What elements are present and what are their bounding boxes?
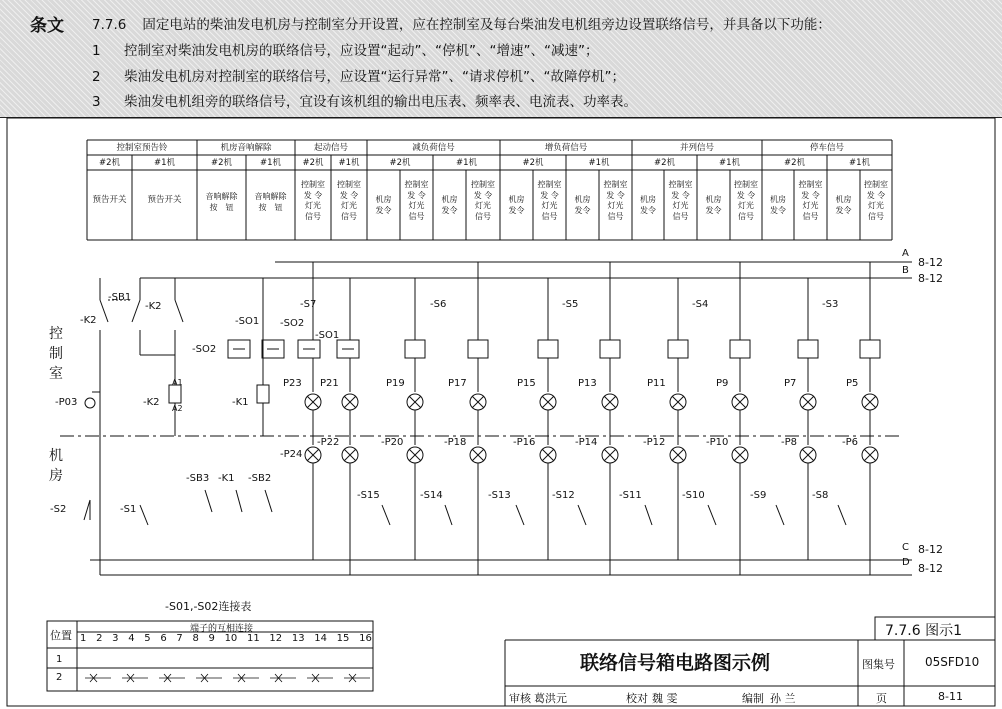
unit-label: #2机 [302,158,324,168]
bus-lines [90,262,912,575]
switch-s2: -S2 [50,504,67,515]
lamp-p7: P7 [784,378,797,389]
relay-k2-contact: -K2 [80,315,97,326]
switch-s11: -S11 [619,490,642,501]
button-sb2: -SB2 [248,473,272,484]
lamp-columns [305,262,880,575]
group-header: 机房音响解除 [220,143,272,153]
bus-ref-a: 8-12 [918,256,943,269]
light-signal-cell: 控制室 发 令 灯光 信号 [734,180,758,221]
group-header: 控制室预告铃 [116,143,168,153]
terminal-number: 10 [224,633,238,644]
unit-label: #2机 [98,158,121,168]
clause-item-number: 3 [92,94,101,110]
lamp-p22: -P22 [317,437,340,448]
design-name: 孙 兰 [770,692,796,705]
light-signal-cell: 控制室 发 令 灯光 信号 [864,180,888,221]
lamp-p14: -P14 [575,437,598,448]
lamp-p17: P17 [448,378,467,389]
lamp-p20: -P20 [381,437,404,448]
review-name: 葛洪元 [534,692,567,705]
group-header: 并列信号 [679,143,714,153]
connection-table-title: -S01,-S02连接表 [165,600,252,613]
machine-cmd-cell: 机房 发令 [375,195,392,215]
unit-label: #2机 [522,158,544,168]
machine-cmd-cell: 机房 发令 [705,195,722,215]
switch-so2-b: -SO2 [280,318,305,329]
terminal-number: 7 [176,633,183,644]
reset-button-cell: 音响解除 按 钮 [254,192,287,212]
lamp-p15: P15 [517,378,536,389]
light-signal-cell: 控制室 发 令 灯光 信号 [301,180,325,221]
coil-terminal-a2: A2 [172,404,183,413]
terminal-number: 5 [144,633,151,644]
drawing-title: 联络信号箱电路图示例 [580,652,771,674]
terminal-number: 15 [336,633,350,644]
group-header: 减负荷信号 [412,143,455,153]
terminal-number: 1 [80,633,87,644]
relay-k2-coil: -K2 [143,397,160,408]
terminal-number: 11 [246,633,260,644]
relay-k1-coil: -K1 [232,397,249,408]
unit-label: #1机 [259,158,282,168]
page-label: 页 [876,692,887,705]
machine-room-switches [84,490,846,525]
switch-so2: -SO2 [192,344,217,355]
relay-k1-contact: -K1 [218,473,235,484]
atlas-number: 05SFD10 [925,655,980,669]
machine-cmd-cell: 机房 发令 [640,195,656,215]
clause-item-text: 柴油发电机组旁的联络信号，宜设有该机组的输出电压表、频率表、电流表、功率表。 [124,94,637,110]
group-header: 增负荷信号 [544,143,588,153]
bus-label-c: C [902,542,909,553]
terminal-number: 14 [314,633,327,644]
reset-button-cell: 音响解除 按 钮 [205,192,238,212]
clause-item-text: 控制室对柴油发电机房的联络信号，应设置“起动”、“停机”、“增速”、“减速”； [124,43,599,59]
machine-room-label: 机房 [49,448,63,484]
bell-p03: -P03 [55,397,78,408]
position-row-2: 2 [56,672,63,683]
light-signal-cell: 控制室 发 令 灯光 信号 [471,180,495,221]
atlas-label: 图集号 [862,658,895,671]
clause-item-number: 1 [92,43,101,59]
switch-s10: -S10 [682,490,705,501]
review-label: 审核 [509,692,531,705]
preset-switch-cell: 预告开关 [147,195,182,205]
lamp-p13: P13 [578,378,597,389]
switch-so1-b: -SO1 [315,330,340,341]
terminal-number: 4 [128,633,135,644]
clause-item-number: 2 [92,69,101,85]
lamp-p19: P19 [386,378,405,389]
clause-text: 固定电站的柴油发电机房与控制室分开设置，应在控制室及每台柴油发电机组旁边设置联络信号，并具备以下功能： [142,17,831,33]
machine-cmd-cell: 机房 发令 [441,195,458,215]
unit-label: #2机 [210,158,233,168]
terminal-number: 9 [208,633,215,644]
unit-label: #1机 [455,158,478,168]
coil-terminal-a1: A1 [172,378,183,387]
terminal-number: 12 [269,633,283,644]
unit-label: #1机 [588,158,610,168]
light-signal-cell: 控制室 发 令 灯光 信号 [337,180,361,221]
switch-s3: -S3 [822,299,839,310]
light-signal-cell: 控制室 发 令 灯光 信号 [798,180,823,221]
clause-item-text: 柴油发电机房对控制室的联络信号，应设置“运行异常”、“请求停机”、“故障停机”； [124,69,625,85]
unit-label: #1机 [153,158,176,168]
terminal-number: 13 [291,633,305,644]
switch-so1: -SO1 [235,316,260,327]
switch-s1: -S1 [120,504,137,515]
lamp-p5: P5 [846,378,859,389]
lamp-p23: P23 [283,378,302,389]
terminal-header: 端子的互相连接 [190,624,254,634]
unit-label: #2机 [389,158,411,168]
bus-ref-b: 8-12 [918,272,943,285]
machine-cmd-cell: 机房 发令 [508,195,525,215]
lamp-p9: P9 [716,378,729,389]
terminal-number: 8 [192,633,199,644]
lamp-p12: -P12 [643,437,666,448]
terminal-numbers [80,633,372,644]
machine-cmd-cell: 机房 发令 [835,195,852,215]
light-signal-cell: 控制室 发 令 灯光 信号 [668,180,693,221]
lamp-p21: P21 [320,378,339,389]
position-header: 位置 [50,629,72,642]
switch-s4: -S4 [692,299,709,310]
figure-reference: 7.7.6 图示1 [885,623,962,639]
relay-k2-contact-b: -K2 [145,301,162,312]
group-header: 停车信号 [809,143,844,153]
unit-label: #1机 [338,158,360,168]
terminal-number: 3 [112,633,119,644]
switch-s13: -S13 [488,490,511,501]
lamp-p11: P11 [647,378,666,389]
unit-label: #1机 [718,158,741,168]
switch-s9: -S9 [750,490,767,501]
check-label: 校对 [626,692,648,705]
terminal-number: 6 [160,633,167,644]
bus-label-a: A [902,248,909,259]
lamp-p8: -P8 [781,437,798,448]
control-circuit [85,278,359,575]
page-number: 8-11 [938,690,963,703]
terminal-number: 2 [96,633,103,644]
control-room-label: 控制室 [49,326,63,382]
check-name: 魏 雯 [652,692,678,705]
lamp-p18: -P18 [444,437,467,448]
lamp-p16: -P16 [513,437,536,448]
switch-s5: -S5 [562,299,579,310]
lamp-p24: -P24 [280,449,303,460]
bus-label-d: D [902,557,910,568]
clause-label: 条文 [30,16,64,36]
light-signal-cell: 控制室 发 令 灯光 信号 [603,180,628,221]
machine-cmd-cell: 机房 发令 [770,195,786,215]
preset-switch-cell: 预告开关 [92,195,127,205]
lamp-p10: -P10 [706,437,729,448]
switch-s6: -S6 [430,299,447,310]
lamp-p6: -P6 [842,437,859,448]
switch-s12: -S12 [552,490,575,501]
bus-ref-c: 8-12 [918,543,943,556]
unit-label: #2机 [783,158,806,168]
switch-s7: -S7 [300,299,317,310]
machine-cmd-cell: 机房 发令 [574,195,591,215]
button-sb3: -SB3 [186,473,210,484]
button-sb1: -SB1 [108,292,132,303]
switch-s14: -S14 [420,490,443,501]
bus-label-b: B [902,265,909,276]
position-row-1: 1 [56,654,63,665]
light-signal-cell: 控制室 发 令 灯光 信号 [537,180,562,221]
light-signal-cell: 控制室 发 令 灯光 信号 [404,180,429,221]
clause-number: 7.7.6 [92,17,127,33]
terminal-number: 16 [359,633,372,644]
group-header: 起动信号 [313,143,348,153]
unit-label: #1机 [848,158,871,168]
switch-s15: -S15 [357,490,380,501]
switch-s8: -S8 [812,490,829,501]
unit-label: #2机 [653,158,676,168]
bus-ref-d: 8-12 [918,562,943,575]
design-label: 编制 [742,692,764,705]
